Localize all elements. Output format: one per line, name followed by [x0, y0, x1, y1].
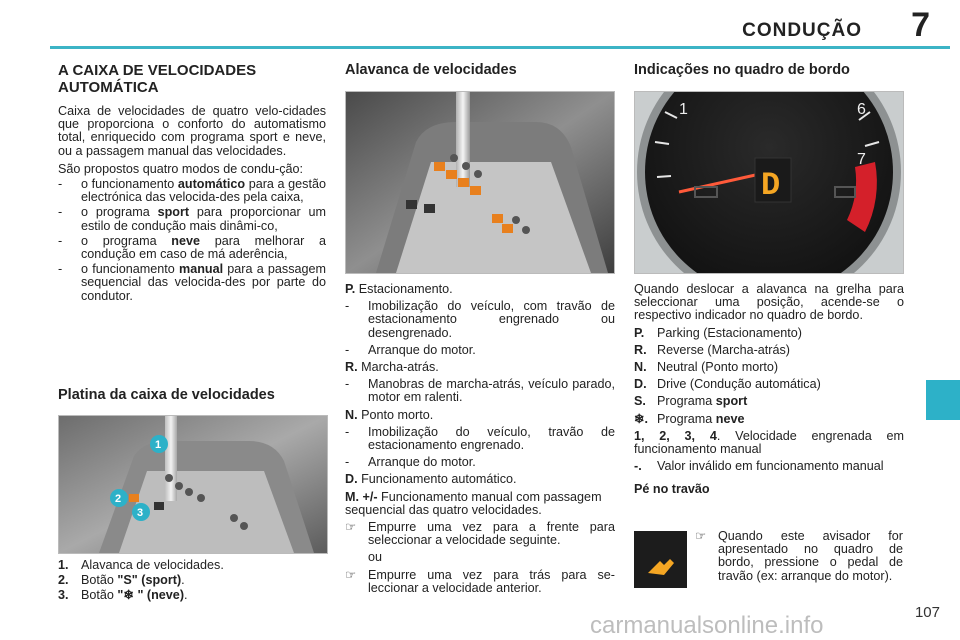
lever-detail-item: - Arranque do motor.: [345, 342, 476, 357]
legend-item: 3. Botão "❄ " (neve).: [58, 588, 188, 603]
platina-legend: [58, 559, 326, 605]
lever-position-item: M. +/- Funcionamento manual com passagem sequencial das quatro velocidades.: [345, 489, 602, 517]
hand-pointing-icon: ☞: [345, 567, 357, 582]
gear-lever-image: [345, 91, 615, 274]
lever-hand-item: ☞ Empurre uma vez para trás para se-leccionar a velocidade anterior.: [345, 567, 615, 595]
indication-item: P. Parking (Estacionamento): [634, 325, 802, 340]
legend-item: 2. Botão "S" (sport).: [58, 573, 185, 588]
indications-list: [634, 327, 904, 474]
svg-text:6: 6: [857, 101, 866, 118]
svg-text:7: 7: [857, 151, 866, 168]
main-title: A CAIXA DE VELOCIDADES AUTOMÁTICA: [58, 62, 257, 96]
lever-detail-item: - Imobilização do veículo, travão de estacionamento engrenado.: [345, 424, 615, 453]
indication-item: ❄. Programa neve: [634, 411, 745, 426]
lever-plain-item: ou: [368, 550, 383, 565]
lever-position-item: N. Ponto morto.: [345, 407, 434, 422]
lever-detail-item: - Imobilização do veículo, com travão de estacionamento engrenado ou desengrenado.: [345, 299, 615, 340]
section-title: CONDUÇÃO: [742, 20, 862, 41]
chapter-tab: [926, 380, 960, 420]
indication-item: 1, 2, 3, 4. Velocidade engrenada em funcionamento manual: [634, 428, 905, 457]
modes-intro: São propostos quatro modos de condu-ção:: [58, 161, 304, 176]
foot-brake-icon: [648, 559, 674, 575]
watermark: carmanualsonline.info: [590, 612, 824, 639]
brake-text-block: [695, 530, 903, 583]
lever-detail-item: - Manobras de marcha-atrás, veículo parado, motor em ralenti.: [345, 377, 615, 405]
svg-text:1: 1: [679, 101, 688, 118]
svg-text:3: 3: [137, 507, 144, 519]
hand-pointing-icon: ☞: [695, 529, 707, 543]
brake-title: Pé no travão: [634, 482, 710, 497]
lever-positions: [345, 283, 615, 599]
indication-item: R. Reverse (Marcha-atrás): [634, 342, 790, 357]
indication-item: S. Programa sport: [634, 394, 748, 409]
platina-title: Platina da caixa de velocidades: [58, 387, 275, 403]
mode-item: - o funcionamento automático para a gestão electrónica das velocida-des pela caixa,: [58, 177, 326, 205]
mode-item: - o funcionamento manual para a passagem sequencial das velocida-des por parte do condutor.: [58, 262, 327, 303]
lever-title: Alavanca de velocidades: [345, 62, 517, 78]
lever-hand-item: ☞ Empurre uma vez para a frente para seleccionar a velocidade seguinte.: [345, 520, 615, 548]
mode-item: - o programa neve para melhorar a condução em caso de má aderência,: [58, 233, 326, 262]
legend-item: 1. Alavanca de velocidades.: [58, 558, 224, 572]
indication-item: -. Valor inválido em funcionamento manual: [634, 459, 884, 474]
lever-position-item: R. Marcha-atrás.: [345, 360, 439, 375]
indications-block: [634, 283, 904, 497]
svg-text:1: 1: [155, 439, 162, 451]
mode-item: - o programa sport para proporcionar um estilo de condução mais dinâmi-co,: [58, 205, 327, 233]
gear-display-letter: D: [761, 167, 781, 204]
svg-text:2: 2: [115, 493, 122, 505]
lever-position-item: P. Estacionamento.: [345, 282, 453, 296]
intro-paragraph: Caixa de velocidades de quatro velo-cidades que proporciona o conforto do automatismo total, enriquecido com programa sport e neve, ou a passagem manual das velocidades.: [58, 104, 326, 158]
chapter-number: 7: [911, 6, 930, 44]
brake-text: Quando este avisador for apresentado no quadro de bordo, pressione o pedal de travão (ex: arranque do motor).: [718, 529, 903, 583]
lever-position-item: D. Funcionamento automático.: [345, 472, 517, 487]
indication-item: D. Drive (Condução automática): [634, 377, 821, 392]
lever-detail-item: - Arranque do motor.: [345, 455, 476, 470]
brake-warning-image: [634, 531, 687, 588]
gearbox-platina-image: [58, 415, 328, 554]
page-number: 107: [914, 604, 940, 621]
modes-list: [58, 178, 326, 303]
hand-pointing-icon: ☞: [345, 520, 357, 535]
header-rule: [50, 46, 950, 49]
indications-title: Indicações no quadro de bordo: [634, 62, 850, 78]
indication-item: N. Neutral (Ponto morto): [634, 360, 779, 375]
instrument-cluster-image: [634, 91, 904, 274]
indications-intro: Quando deslocar a alavanca na grelha para seleccionar uma posição, acende-se o respectivo indicador no quadro de bordo.: [634, 282, 904, 323]
column-1: [58, 62, 326, 303]
